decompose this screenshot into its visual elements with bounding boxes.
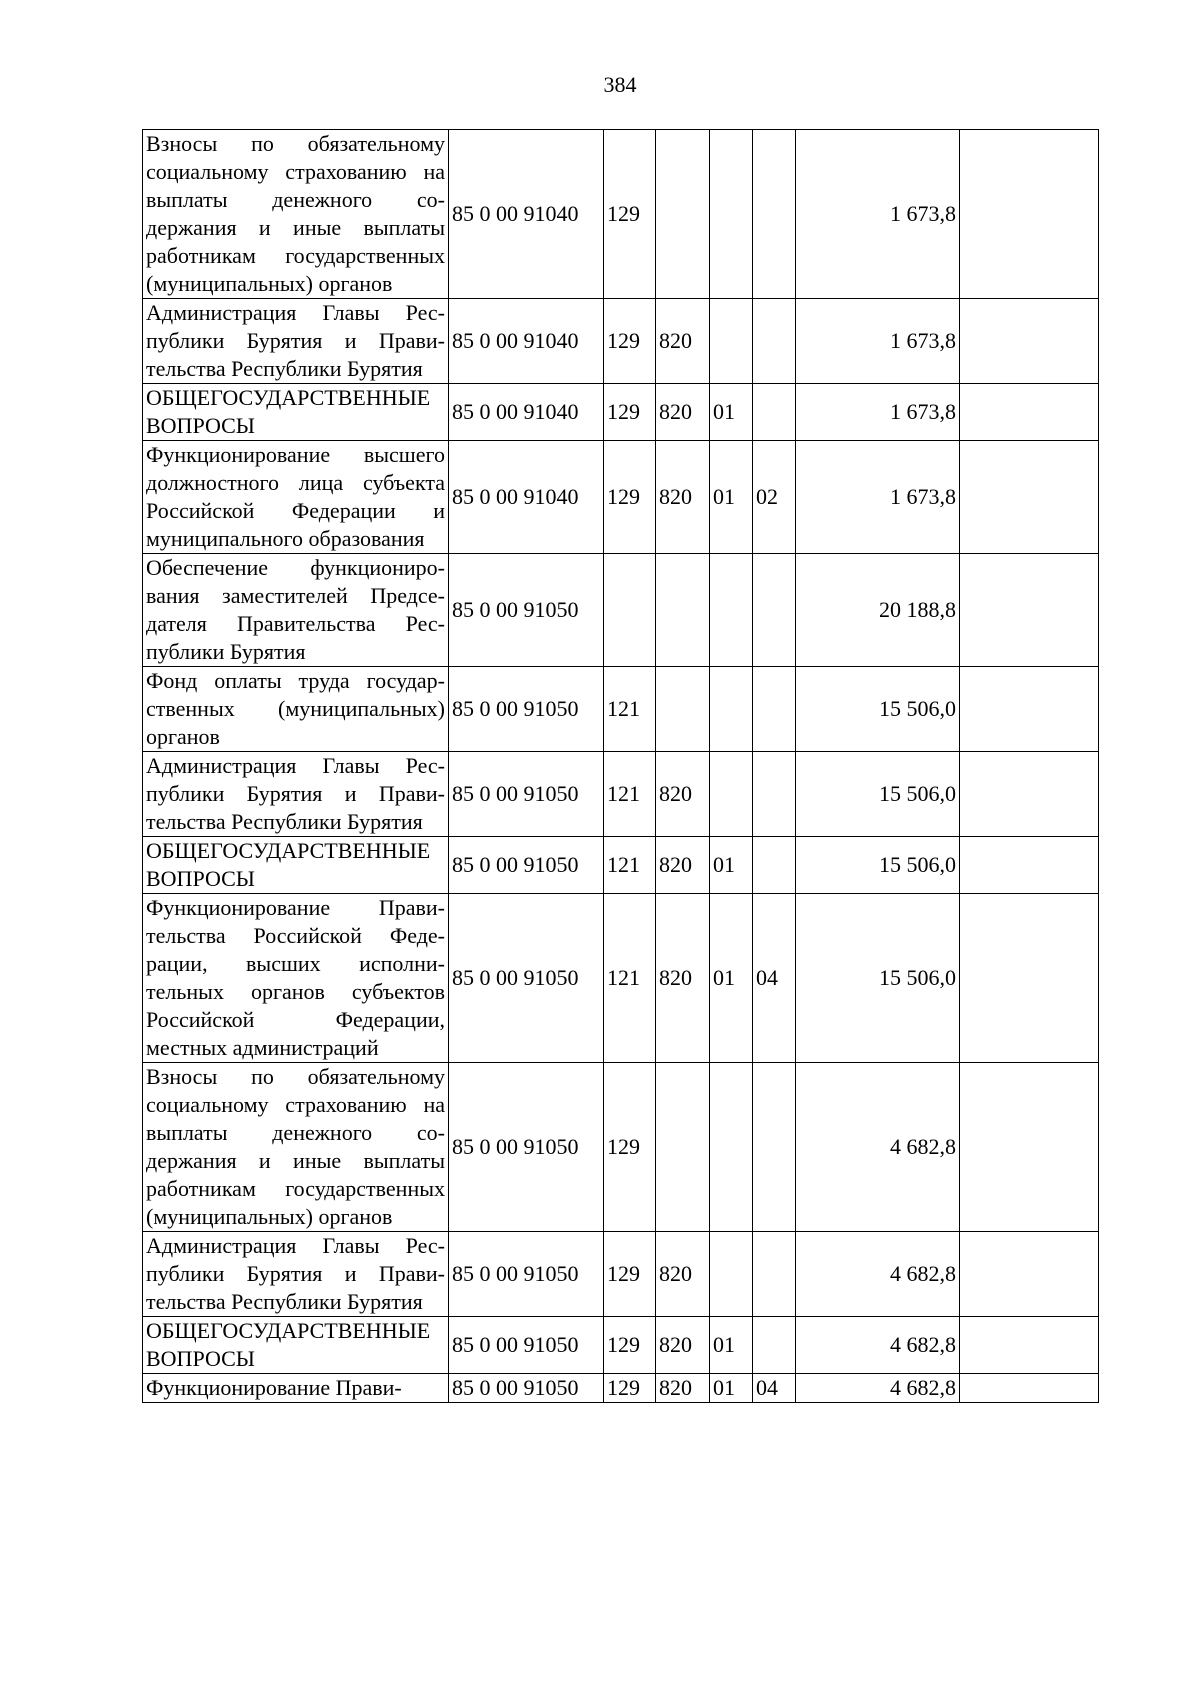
- extra-column-cell: [960, 752, 1099, 837]
- table-row: [143, 752, 1099, 837]
- subsection-code-cell: [753, 299, 796, 384]
- expense-type-code-cell: 129: [604, 299, 656, 384]
- extra-column-cell: [960, 441, 1099, 554]
- administrator-code-cell: 820: [656, 1374, 710, 1403]
- expense-type-code-cell: 129: [604, 384, 656, 441]
- row-name-cell: Функционирование Правительства Российской Федерации, высших исполнительных органов субъектов Российской Федерации, местных администраций: [143, 894, 449, 1063]
- section-code-cell: 01: [710, 384, 753, 441]
- extra-column-cell: [960, 894, 1099, 1063]
- table-row: [143, 441, 1099, 554]
- extra-column-cell: [960, 1317, 1099, 1374]
- target-article-code-cell: 85 0 00 91040: [449, 130, 604, 299]
- subsection-code-cell: [753, 752, 796, 837]
- expense-type-code-cell: 129: [604, 1232, 656, 1317]
- expense-type-code-cell: [604, 554, 656, 667]
- expense-type-code-cell: 129: [604, 130, 656, 299]
- amount-cell: 4 682,8: [796, 1374, 960, 1403]
- amount-cell: 1 673,8: [796, 384, 960, 441]
- administrator-code-cell: [656, 130, 710, 299]
- budget-table: [142, 129, 1099, 1403]
- amount-cell: 1 673,8: [796, 130, 960, 299]
- administrator-code-cell: 820: [656, 1232, 710, 1317]
- administrator-code-cell: 820: [656, 1317, 710, 1374]
- amount-cell: 15 506,0: [796, 837, 960, 894]
- page-number: 384: [603, 72, 637, 97]
- expense-type-code-cell: 129: [604, 1063, 656, 1232]
- section-code-cell: [710, 299, 753, 384]
- administrator-code-cell: 820: [656, 441, 710, 554]
- row-name-cell: ОБЩЕГОСУДАРСТВЕННЫЕ ВОПРОСЫ: [143, 1317, 449, 1374]
- expense-type-code-cell: 121: [604, 667, 656, 752]
- row-name-cell: ОБЩЕГОСУДАРСТВЕННЫЕ ВОПРОСЫ: [143, 384, 449, 441]
- subsection-code-cell: 04: [753, 1374, 796, 1403]
- section-code-cell: 01: [710, 441, 753, 554]
- row-name-cell: Администрация Главы Республики Бурятия и Правительства Республики Бурятия: [143, 299, 449, 384]
- section-code-cell: [710, 130, 753, 299]
- subsection-code-cell: [753, 837, 796, 894]
- table-row: [143, 1317, 1099, 1374]
- target-article-code-cell: 85 0 00 91040: [449, 299, 604, 384]
- row-name-cell: ОБЩЕГОСУДАРСТВЕННЫЕ ВОПРОСЫ: [143, 837, 449, 894]
- administrator-code-cell: 820: [656, 837, 710, 894]
- row-name-cell: Функционирование Прави-: [143, 1374, 449, 1403]
- table-row: [143, 554, 1099, 667]
- amount-cell: 4 682,8: [796, 1232, 960, 1317]
- subsection-code-cell: [753, 1317, 796, 1374]
- row-name-cell: Функционирование высшего должностного лица субъекта Российской Федерации и муниципального образования: [143, 441, 449, 554]
- subsection-code-cell: [753, 130, 796, 299]
- extra-column-cell: [960, 554, 1099, 667]
- target-article-code-cell: 85 0 00 91050: [449, 1232, 604, 1317]
- section-code-cell: 01: [710, 837, 753, 894]
- amount-cell: 4 682,8: [796, 1317, 960, 1374]
- row-name-cell: Взносы по обязательному социальному страхованию на выплаты денежного содержания и иные выплаты работникам государственных (муниципальных) органов: [143, 1063, 449, 1232]
- table-row: [143, 299, 1099, 384]
- amount-cell: 15 506,0: [796, 894, 960, 1063]
- administrator-code-cell: 820: [656, 299, 710, 384]
- target-article-code-cell: 85 0 00 91050: [449, 1374, 604, 1403]
- target-article-code-cell: 85 0 00 91050: [449, 752, 604, 837]
- section-code-cell: [710, 554, 753, 667]
- expense-type-code-cell: 129: [604, 1374, 656, 1403]
- table-row: [143, 894, 1099, 1063]
- administrator-code-cell: 820: [656, 894, 710, 1063]
- target-article-code-cell: 85 0 00 91050: [449, 1063, 604, 1232]
- section-code-cell: [710, 667, 753, 752]
- amount-cell: 15 506,0: [796, 752, 960, 837]
- extra-column-cell: [960, 1374, 1099, 1403]
- subsection-code-cell: [753, 1063, 796, 1232]
- target-article-code-cell: 85 0 00 91050: [449, 837, 604, 894]
- expense-type-code-cell: 129: [604, 441, 656, 554]
- table-row: [143, 837, 1099, 894]
- subsection-code-cell: 04: [753, 894, 796, 1063]
- administrator-code-cell: [656, 554, 710, 667]
- amount-cell: 20 188,8: [796, 554, 960, 667]
- section-code-cell: 01: [710, 894, 753, 1063]
- table-row: [143, 384, 1099, 441]
- expense-type-code-cell: 121: [604, 837, 656, 894]
- expense-type-code-cell: 121: [604, 894, 656, 1063]
- row-name-cell: Взносы по обязательному социальному страхованию на выплаты денежного содержания и иные выплаты работникам государственных (муниципальных) органов: [143, 130, 449, 299]
- section-code-cell: 01: [710, 1374, 753, 1403]
- row-name-cell: Фонд оплаты труда государственных (муниципальных) органов: [143, 667, 449, 752]
- extra-column-cell: [960, 1063, 1099, 1232]
- extra-column-cell: [960, 1232, 1099, 1317]
- target-article-code-cell: 85 0 00 91050: [449, 667, 604, 752]
- amount-cell: 15 506,0: [796, 667, 960, 752]
- amount-cell: 1 673,8: [796, 299, 960, 384]
- target-article-code-cell: 85 0 00 91050: [449, 894, 604, 1063]
- amount-cell: 1 673,8: [796, 441, 960, 554]
- extra-column-cell: [960, 299, 1099, 384]
- extra-column-cell: [960, 130, 1099, 299]
- expense-type-code-cell: 121: [604, 752, 656, 837]
- extra-column-cell: [960, 837, 1099, 894]
- subsection-code-cell: [753, 1232, 796, 1317]
- table-row: [143, 1063, 1099, 1232]
- row-name-cell: Обеспечение функционирования заместителей Председателя Правительства Республики Бурятия: [143, 554, 449, 667]
- administrator-code-cell: 820: [656, 752, 710, 837]
- table-row: [143, 130, 1099, 299]
- budget-table-body: [143, 130, 1099, 1403]
- administrator-code-cell: 820: [656, 384, 710, 441]
- target-article-code-cell: 85 0 00 91040: [449, 441, 604, 554]
- extra-column-cell: [960, 667, 1099, 752]
- subsection-code-cell: [753, 384, 796, 441]
- subsection-code-cell: [753, 667, 796, 752]
- subsection-code-cell: 02: [753, 441, 796, 554]
- row-name-cell: Администрация Главы Республики Бурятия и Правительства Республики Бурятия: [143, 752, 449, 837]
- target-article-code-cell: 85 0 00 91050: [449, 1317, 604, 1374]
- target-article-code-cell: 85 0 00 91040: [449, 384, 604, 441]
- table-row: [143, 667, 1099, 752]
- section-code-cell: 01: [710, 1317, 753, 1374]
- table-row: [143, 1232, 1099, 1317]
- row-name-cell: Администрация Главы Республики Бурятия и Правительства Республики Бурятия: [143, 1232, 449, 1317]
- expense-type-code-cell: 129: [604, 1317, 656, 1374]
- target-article-code-cell: 85 0 00 91050: [449, 554, 604, 667]
- section-code-cell: [710, 752, 753, 837]
- section-code-cell: [710, 1232, 753, 1317]
- section-code-cell: [710, 1063, 753, 1232]
- administrator-code-cell: [656, 667, 710, 752]
- amount-cell: 4 682,8: [796, 1063, 960, 1232]
- subsection-code-cell: [753, 554, 796, 667]
- table-row: [143, 1374, 1099, 1403]
- administrator-code-cell: [656, 1063, 710, 1232]
- extra-column-cell: [960, 384, 1099, 441]
